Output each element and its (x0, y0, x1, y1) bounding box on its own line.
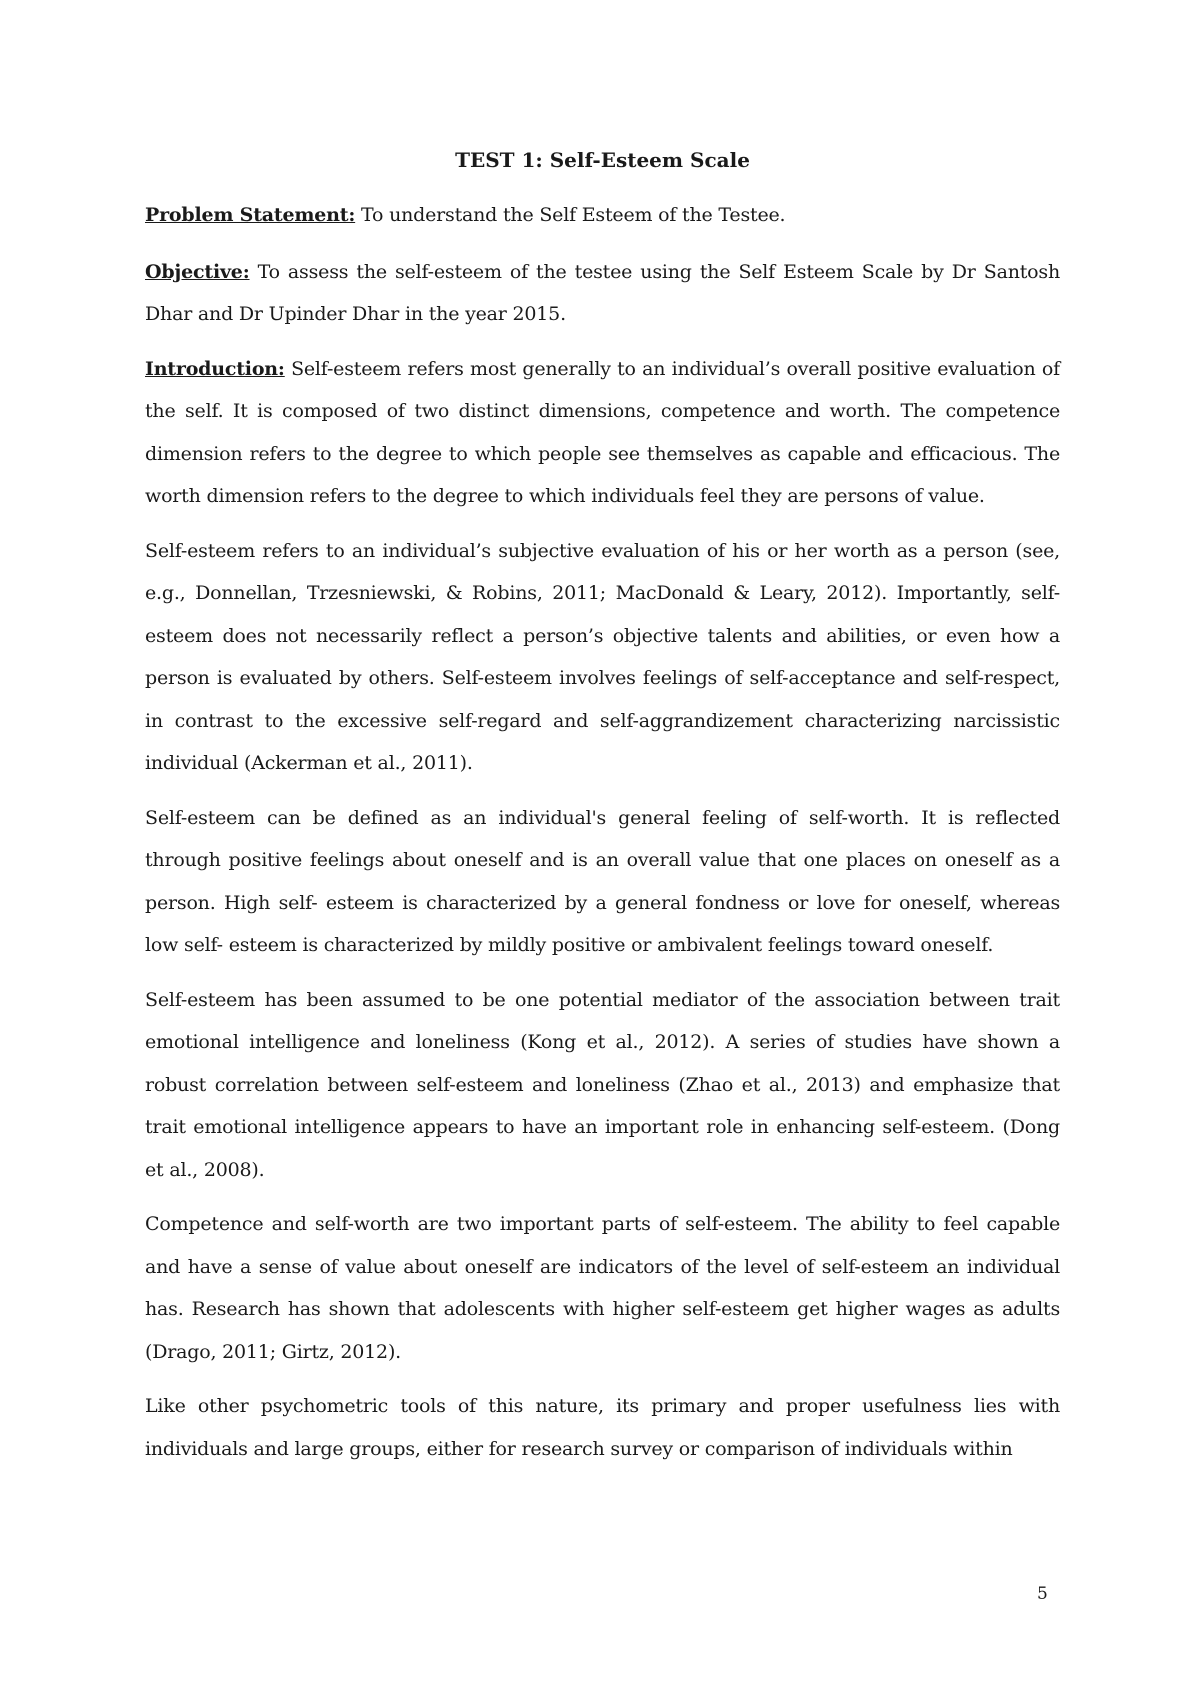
problem-statement-paragraph (145, 194, 1060, 237)
body-paragraph: Like other psychometric tools of this nature, its primary and proper usefulness lies with individuals and large groups, either for research survey or comparison of individuals within (145, 1395, 1060, 1460)
problem-statement-label: Problem Statement: (145, 204, 356, 226)
body-paragraph: Self-esteem has been assumed to be one potential mediator of the association between trait emotional intelligence and loneliness (Kong et al., 2012). A series of studies have shown a robust correlation between self-esteem and loneliness (Zhao et al., 2013) and emphasize that trait emotional intelligence appears to have an important role in enhancing self-esteem. (Dong et al., 2008). (145, 988, 1060, 1181)
document-page (145, 140, 1060, 1482)
objective-label: Objective: (145, 260, 250, 283)
page-number: 5 (1037, 1584, 1048, 1604)
objective-paragraph (145, 251, 1060, 336)
introduction-text: Self-esteem refers most generally to an individual’s overall positive evaluation of the self. It is composed of two distinct dimensions, competence and worth. The competence dimension refers to the degree to which people see themselves as capable and efficacious. The worth dimension refers to the degree to which individuals feel they are persons of value. (145, 357, 1060, 507)
introduction-label: Introduction: (145, 357, 285, 380)
objective-text: To assess the self-esteem of the testee using the Self Esteem Scale by Dr Santosh Dhar and Dr Upinder Dhar in the year 2015. (145, 260, 1060, 325)
introduction-paragraph (145, 348, 1060, 518)
document-title: TEST 1: Self-Esteem Scale (455, 148, 750, 172)
body-paragraph: Self-esteem can be defined as an individual's general feeling of self-worth. It is reflected through positive feelings about oneself and is an overall value that one places on oneself as a person. High self- esteem is characterized by a general fondness or love for oneself, whereas low self- esteem is characterized by mildly positive or ambivalent feelings toward oneself. (145, 806, 1060, 956)
body-paragraph: Self-esteem refers to an individual’s subjective evaluation of his or her worth as a person (see, e.g., Donnellan, Trzesniewski, & Robins, 2011; MacDonald & Leary, 2012). Importantly, self-esteem does not necessarily reflect a person’s objective talents and abilities, or even how a person is evaluated by others. Self-esteem involves feelings of self-acceptance and self-respect, in contrast to the excessive self-regard and self-aggrandizement characterizing narcissistic individual (Ackerman et al., 2011). (145, 539, 1060, 774)
problem-statement-text: To understand the Self Esteem of the Testee. (355, 204, 786, 226)
body-paragraph: Competence and self-worth are two important parts of self-esteem. The ability to feel capable and have a sense of value about oneself are indicators of the level of self-esteem an individual has. Research has shown that adolescents with higher self-esteem get higher wages as adults (Drago, 2011; Girtz, 2012). (145, 1213, 1060, 1363)
